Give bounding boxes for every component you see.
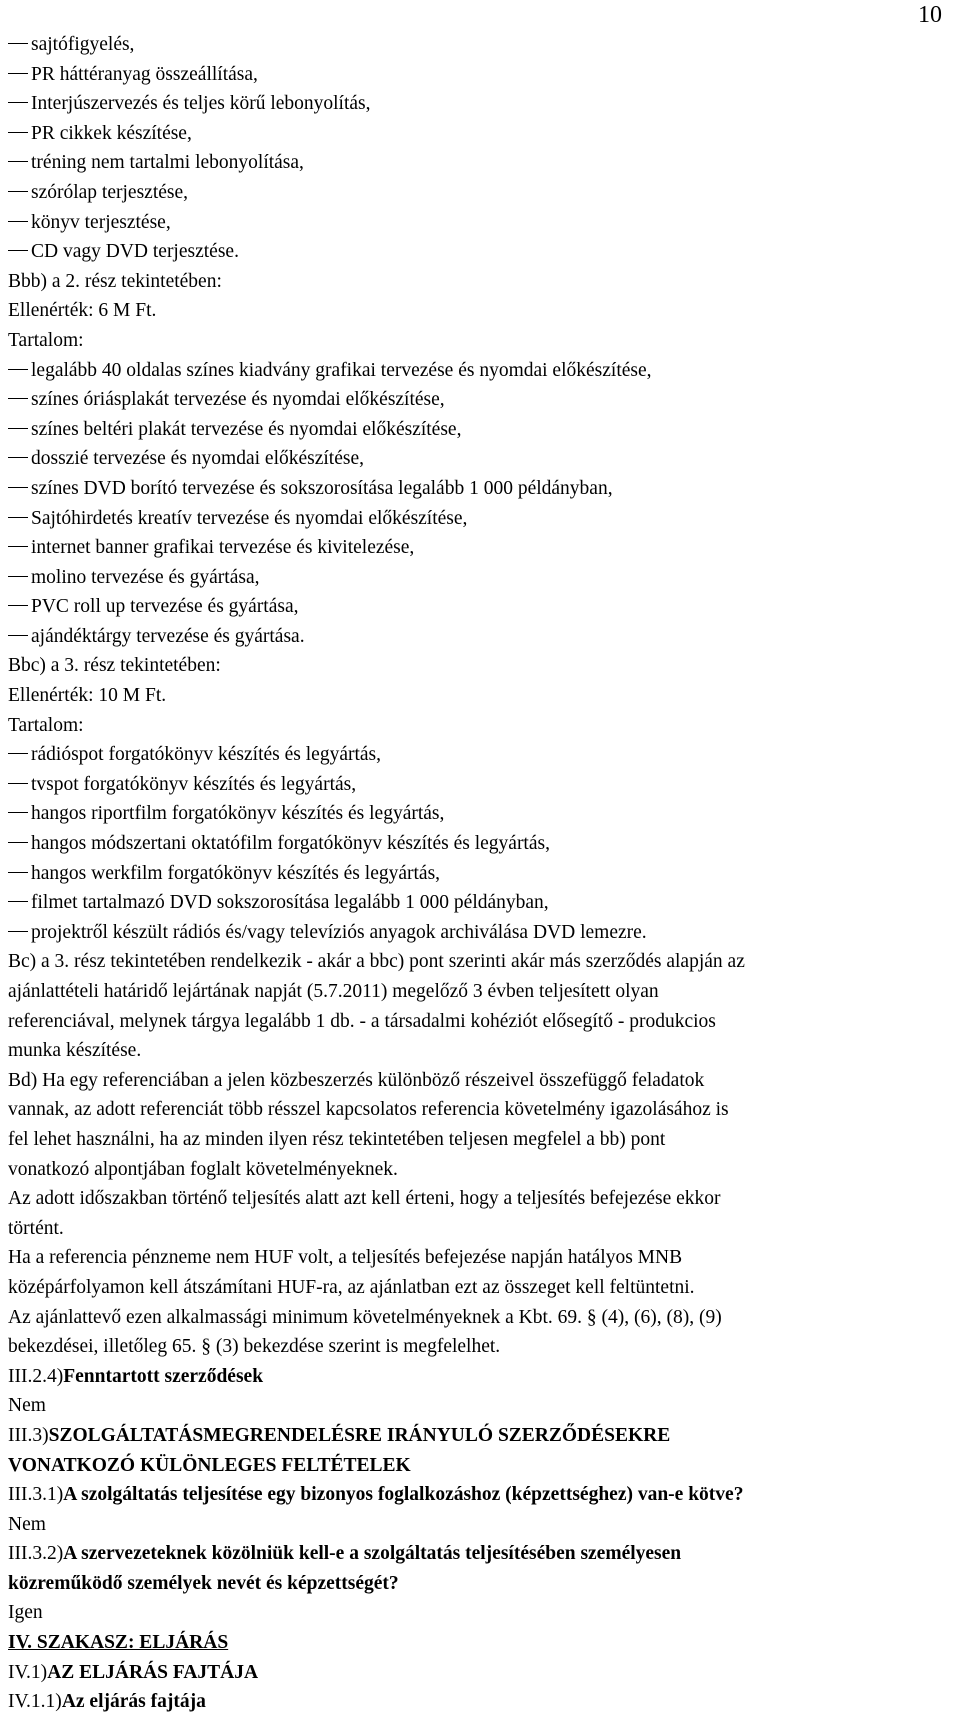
kbt-paragraph: Az ajánlattevő ezen alkalmassági minimum követelményeknek a Kbt. 69. § (4), (6), (8), (9) bekezdései, illetőleg 65. § (3) bekezdése szerint is megfelelhet. <box>8 1306 722 1358</box>
dash-icon <box>8 132 28 133</box>
list-item: filmet tartalmazó DVD sokszorosítása legalább 1 000 példányban, <box>8 888 960 918</box>
list-a <box>8 30 960 267</box>
list-item: internet banner grafikai tervezése és kivitelezése, <box>8 533 960 563</box>
list-item: hangos werkfilm forgatókönyv készítés és legyártás, <box>8 859 960 889</box>
list-item: molino tervezése és gyártása, <box>8 563 960 593</box>
dash-icon <box>8 221 28 222</box>
huf-paragraph: Ha a referencia pénzneme nem HUF volt, a teljesítés befejezése napján hatályos MNB középárfolyamon kell átszámítani HUF-ra, az ajánlatban ezt az összeget kell feltüntetni. <box>8 1247 695 1298</box>
document-body <box>8 30 960 1717</box>
section-3-3-1-heading: III.3.1)A szolgáltatás teljesítése egy bizonyos foglalkozáshoz (képzettséghez) van-e kötve? <box>8 1484 744 1506</box>
section-3-2-4-answer: Nem <box>8 1395 46 1417</box>
list-item: Interjúszervezés és teljes körű lebonyolítás, <box>8 89 960 119</box>
list-item: tvspot forgatókönyv készítés és legyártás, <box>8 770 960 800</box>
list-item: Sajtóhirdetés kreatív tervezése és nyomdai előkészítése, <box>8 504 960 534</box>
section-3-3-heading-cont: VONATKOZÓ KÜLÖNLEGES FELTÉTELEK <box>8 1454 411 1476</box>
list-item: színes DVD borító tervezése és sokszorosítása legalább 1 000 példányban, <box>8 474 960 504</box>
section-3-2-4-heading: III.2.4)Fenntartott szerződések <box>8 1365 264 1387</box>
dash-icon <box>8 250 28 251</box>
dash-icon <box>8 901 28 902</box>
list-item: PR cikkek készítése, <box>8 119 960 149</box>
dash-icon <box>8 73 28 74</box>
dash-icon <box>8 43 28 44</box>
period-paragraph: Az adott időszakban történő teljesítés alatt azt kell érteni, hogy a teljesítés befejezése ekkor történt. <box>8 1188 721 1239</box>
list-item: ajándéktárgy tervezése és gyártása. <box>8 622 960 652</box>
dash-icon <box>8 191 28 192</box>
dash-icon <box>8 576 28 577</box>
bd-paragraph: Bd) Ha egy referenciában a jelen közbeszerzés különböző részeivel összefüggő feladatok vannak, az adott referenciát több résszel kapcsolatos referencia követelmény igazolásához is fel lehet használni, ha az minden ilyen rész tekintetében teljesen megfelel a bb) pont vonatkozó alpontjában foglalt követelményeknek. <box>8 1069 729 1180</box>
list-item: rádióspot forgatókönyv készítés és legyártás, <box>8 740 960 770</box>
dash-icon <box>8 931 28 932</box>
dash-icon <box>8 457 28 458</box>
dash-icon <box>8 546 28 547</box>
list-item: hangos riportfilm forgatókönyv készítés és legyártás, <box>8 799 960 829</box>
bbb-heading: Bbb) a 2. rész tekintetében: <box>8 270 222 292</box>
list-item: színes beltéri plakát tervezése és nyomdai előkészítése, <box>8 415 960 445</box>
list-item: legalább 40 oldalas színes kiadvány grafikai tervezése és nyomdai előkészítése, <box>8 356 960 386</box>
bbc-list <box>8 740 960 947</box>
section-4-1-1-heading: IV.1.1)Az eljárás fajtája <box>8 1691 206 1713</box>
section-3-3-1-answer: Nem <box>8 1513 46 1535</box>
bbb-list <box>8 356 960 652</box>
bbb-content-label: Tartalom: <box>8 329 84 351</box>
dash-icon <box>8 428 28 429</box>
bbc-heading: Bbc) a 3. rész tekintetében: <box>8 655 221 677</box>
bbc-content-label: Tartalom: <box>8 714 84 736</box>
dash-icon <box>8 812 28 813</box>
bc-paragraph: Bc) a 3. rész tekintetében rendelkezik - akár a bbc) pont szerinti akár más szerződés alapján az ajánlattételi határidő lejártának napját (5.7.2011) megelőző 3 évben teljesített olyan referenciával, melynek tárgya legalább 1 db. - a társadalmi kohéziót elősegítő - produkcios munka készítése. <box>8 951 745 1062</box>
list-item: PVC roll up tervezése és gyártása, <box>8 592 960 622</box>
dash-icon <box>8 842 28 843</box>
list-item: dosszié tervezése és nyomdai előkészítése, <box>8 444 960 474</box>
section-3-3-2-heading-cont: közreműködő személyek nevét és képzettségét? <box>8 1572 399 1594</box>
section-3-3-2-heading: III.3.2)A szervezeteknek közölniük kell-e a szolgáltatás teljesítésében személyesen <box>8 1543 682 1565</box>
section-4-title: IV. SZAKASZ: ELJÁRÁS <box>8 1632 229 1654</box>
list-item: sajtófigyelés, <box>8 30 960 60</box>
bbc-value: Ellenérték: 10 M Ft. <box>8 685 167 707</box>
page-number: 10 <box>918 2 942 28</box>
dash-icon <box>8 398 28 399</box>
bbb-value: Ellenérték: 6 M Ft. <box>8 300 157 322</box>
dash-icon <box>8 161 28 162</box>
section-4-1-heading: IV.1)AZ ELJÁRÁS FAJTÁJA <box>8 1661 259 1683</box>
list-item: hangos módszertani oktatófilm forgatókönyv készítés és legyártás, <box>8 829 960 859</box>
dash-icon <box>8 872 28 873</box>
list-item: könyv terjesztése, <box>8 208 960 238</box>
dash-icon <box>8 635 28 636</box>
dash-icon <box>8 605 28 606</box>
list-item: tréning nem tartalmi lebonyolítása, <box>8 148 960 178</box>
section-3-3-heading: III.3)SZOLGÁLTATÁSMEGRENDELÉSRE IRÁNYULÓ SZERZŐDÉSEKRE <box>8 1424 671 1446</box>
dash-icon <box>8 369 28 370</box>
dash-icon <box>8 783 28 784</box>
dash-icon <box>8 102 28 103</box>
list-item: CD vagy DVD terjesztése. <box>8 237 960 267</box>
dash-icon <box>8 517 28 518</box>
section-3-3-2-answer: Igen <box>8 1602 43 1624</box>
list-item: színes óriásplakát tervezése és nyomdai előkészítése, <box>8 385 960 415</box>
dash-icon <box>8 487 28 488</box>
dash-icon <box>8 753 28 754</box>
list-item: szórólap terjesztése, <box>8 178 960 208</box>
list-item: projektről készült rádiós és/vagy televíziós anyagok archiválása DVD lemezre. <box>8 918 960 948</box>
list-item: PR háttéranyag összeállítása, <box>8 60 960 90</box>
